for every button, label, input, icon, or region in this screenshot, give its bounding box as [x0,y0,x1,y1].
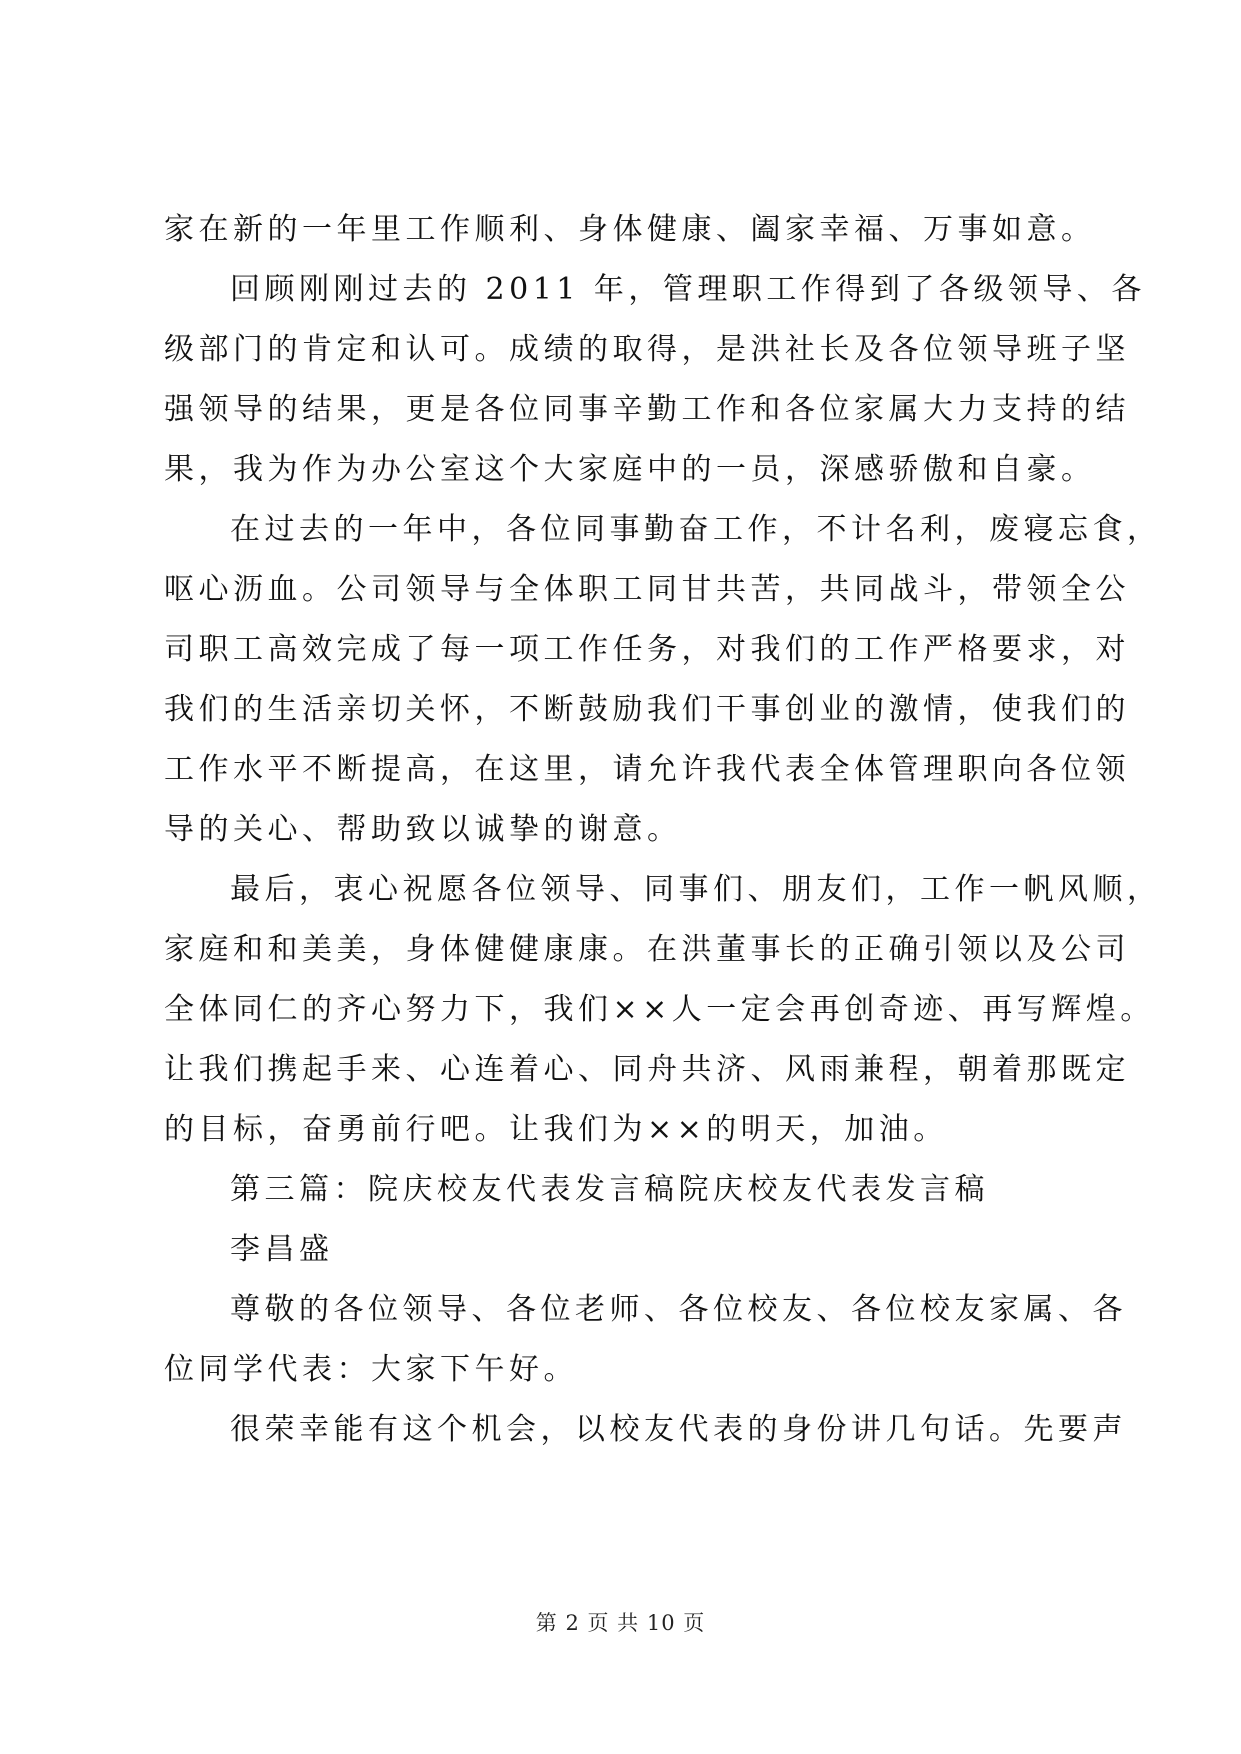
page-number-footer: 第 2 页 共 10 页 [535,1611,706,1635]
text-line: 位同学代表：大家下午好。 [164,1352,578,1387]
text-line: 家庭和和美美，身体健健康康。在洪董事长的正确引领以及公司 [164,932,1130,967]
body-text [164,200,1162,1460]
text-line: 级部门的肯定和认可。成绩的取得，是洪社长及各位领导班子坚 [164,332,1130,367]
text-line: 强领导的结果，更是各位同事辛勤工作和各位家属大力支持的结 [164,392,1130,427]
text-line: 全体同仁的齐心努力下，我们××人一定会再创奇迹、再写辉煌。 [164,992,1155,1027]
text-line: 司职工高效完成了每一项工作任务，对我们的工作严格要求，对 [164,632,1130,667]
text-line: 果，我为作为办公室这个大家庭中的一员，深感骄傲和自豪。 [164,452,1096,487]
text-line: 让我们携起手来、心连着心、同舟共济、风雨兼程，朝着那既定 [164,1052,1130,1087]
text-line: 我们的生活亲切关怀，不断鼓励我们干事创业的激情，使我们的 [164,692,1130,727]
text-line: 工作水平不断提高，在这里，请允许我代表全体管理职向各位领 [164,752,1130,787]
section-heading: 第三篇：院庆校友代表发言稿院庆校友代表发言稿 [230,1172,989,1207]
paragraph-first-line: 在过去的一年中，各位同事勤奋工作，不计名利，废寝忘食， [230,512,1162,547]
paragraph-first-line: 回顾刚刚过去的 2011 年，管理职工作得到了各级领导、各 [230,272,1146,307]
text-line: 家在新的一年里工作顺利、身体健康、阖家幸福、万事如意。 [164,212,1096,247]
author-name: 李昌盛 [230,1232,334,1267]
text-line: 导的关心、帮助致以诚挚的谢意。 [164,812,682,847]
text-line: 呕心沥血。公司领导与全体职工同甘共苦，共同战斗，带领全公 [164,572,1130,607]
paragraph-first-line: 很荣幸能有这个机会，以校友代表的身份讲几句话。先要声 [230,1412,1127,1447]
paragraph-first-line: 最后，衷心祝愿各位领导、同事们、朋友们，工作一帆风顺， [230,872,1162,907]
paragraph-first-line: 尊敬的各位领导、各位老师、各位校友、各位校友家属、各 [230,1292,1127,1327]
text-line: 的目标，奋勇前行吧。让我们为××的明天，加油。 [164,1112,948,1147]
